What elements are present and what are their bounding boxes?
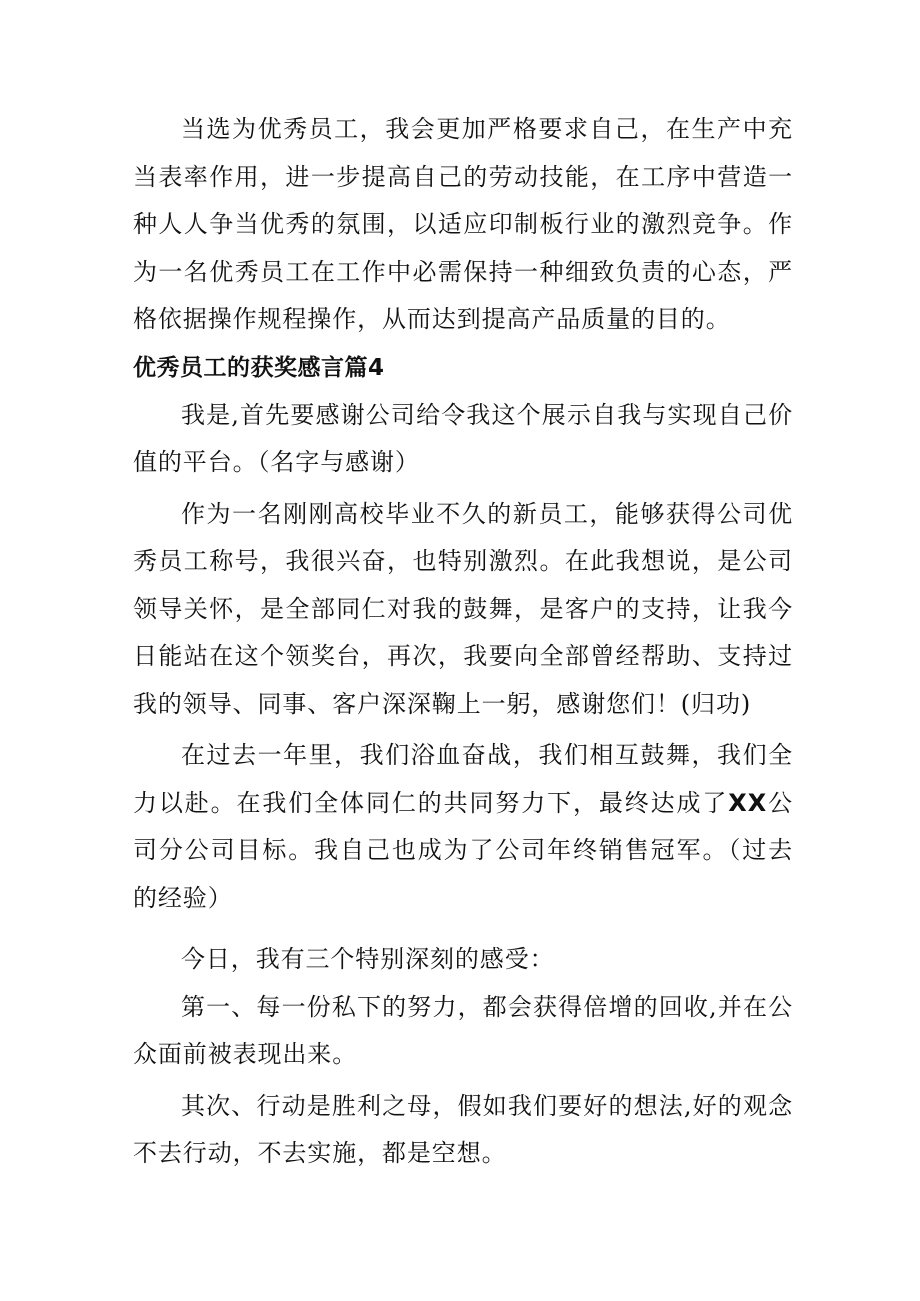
section-heading-text: 优秀员工的获奖感言篇	[133, 353, 368, 381]
spacer	[133, 922, 793, 936]
paragraph-three-feelings: 今日，我有三个特别深刻的感受：	[181, 945, 555, 973]
paragraph-past-year	[133, 732, 793, 922]
document-body	[133, 106, 793, 1178]
paragraph-excellent-employee-commitment: 当选为优秀员工，我会更加严格要求自己，在生产中充当表率作用，进一步提高自己的劳动技能，在工序中营造一种人人争当优秀的氛围，以适应印制板行业的激烈竞争。作为一名优秀员工在工作中必需保持一种细致负责的心态，严格依据操作规程操作，从而达到提高产品质量的目的。	[133, 115, 793, 333]
paragraph-thanks: 我是,首先要感谢公司给令我这个展示自我与实现自己价值的平台。（名字与感谢）	[133, 400, 793, 476]
paragraph-first-feeling: 第一、每一份私下的努力，都会获得倍增的回收,并在公众面前被表现出来。	[133, 992, 793, 1068]
section-heading	[133, 344, 793, 392]
paragraph-past-year-part-a: 在过去一年里，我们浴血奋战，我们相互鼓舞，我们全力以赴。在我们全体同仁的共同努力下，最终达成了	[133, 741, 793, 817]
paragraph-past-year-part-b: 公司分公司目标。我自己也成为了公司年终销售冠军。（过去的经验）	[133, 788, 793, 912]
paragraph-second-feeling: 其次、行动是胜利之母，假如我们要好的想法,好的观念不去行动，不去实施，都是空想。	[133, 1091, 793, 1167]
company-placeholder: XX	[728, 788, 768, 817]
paragraph-gratitude: 作为一名刚刚高校毕业不久的新员工，能够获得公司优秀员工称号，我很兴奋，也特别激烈。在此我想说，是公司领导关怀，是全部同仁对我的鼓舞，是客户的支持，让我今日能站在这个领奖台，再次，我要向全部曾经帮助、支持过我的领导、同事、客户深深鞠上一躬，感谢您们！(归功)	[133, 499, 793, 718]
section-heading-number: 4	[368, 354, 385, 381]
